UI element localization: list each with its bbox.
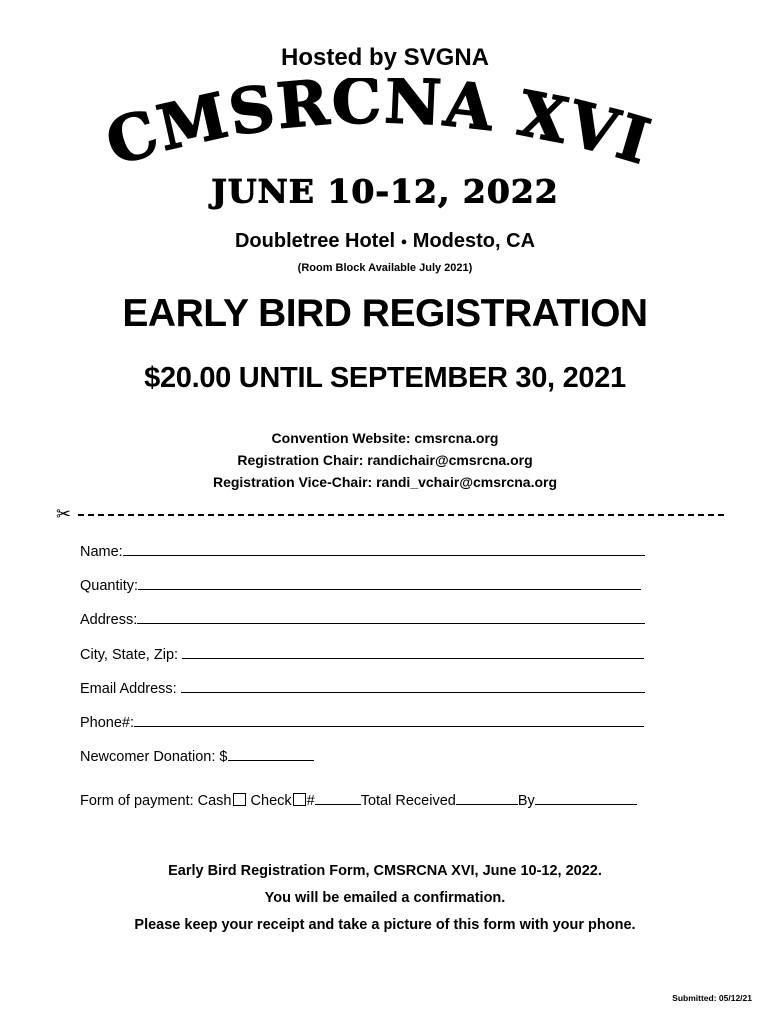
- name-field[interactable]: [80, 540, 645, 560]
- quantity-blank[interactable]: [138, 574, 641, 590]
- phone-field[interactable]: [80, 711, 644, 731]
- payment-label: Form of payment: Cash: [80, 793, 232, 809]
- footer-line-2: You will be emailed a confirmation.: [264, 890, 506, 906]
- payment-field: [80, 789, 637, 809]
- name-blank[interactable]: [123, 540, 645, 556]
- phone-label: Phone#:: [80, 715, 135, 731]
- website-line: Convention Website: cmsrcna.org: [271, 430, 499, 446]
- city-state-zip-field[interactable]: [80, 643, 644, 663]
- quantity-field[interactable]: [80, 574, 641, 594]
- event-dates: JUNE 10-12, 2022: [211, 172, 559, 211]
- footer-notes: [0, 858, 770, 939]
- check-label: Check: [250, 793, 292, 809]
- footer-line-1: Early Bird Registration Form, CMSRCNA XVI, June 10-12, 2022.: [168, 863, 602, 879]
- check-checkbox[interactable]: [293, 793, 306, 806]
- address-label: Address:: [80, 612, 138, 628]
- address-blank[interactable]: [137, 608, 645, 624]
- by-blank[interactable]: [535, 789, 637, 805]
- donation-field[interactable]: [80, 745, 314, 765]
- venue-line: [0, 230, 770, 253]
- total-received-label: Total Received: [360, 793, 456, 809]
- email-field[interactable]: [80, 677, 645, 697]
- hosted-by: Hosted by SVGNA: [280, 44, 490, 71]
- name-label: Name:: [80, 544, 123, 560]
- venue-city: Modesto, CA: [412, 230, 536, 252]
- phone-blank[interactable]: [134, 711, 644, 727]
- bullet-separator: ●: [400, 236, 408, 248]
- city-blank[interactable]: [182, 643, 644, 659]
- donation-blank[interactable]: [228, 745, 314, 761]
- cut-line: [56, 504, 724, 524]
- check-number-label: #: [306, 793, 315, 809]
- scissors-icon: ✂: [56, 504, 72, 524]
- event-title-text: CMSRCNA XVI: [97, 78, 660, 180]
- vice-chair-line: Registration Vice-Chair: randi_vchair@cmsrcna.org: [212, 474, 558, 490]
- address-field[interactable]: [80, 608, 645, 628]
- contact-info: [0, 427, 770, 493]
- email-label: Email Address:: [80, 681, 177, 697]
- donation-label: Newcomer Donation: $: [80, 749, 228, 765]
- early-bird-title: EARLY BIRD REGISTRATION: [122, 292, 648, 335]
- footer-line-3: Please keep your receipt and take a picture of this form with your phone.: [134, 917, 636, 933]
- cash-checkbox[interactable]: [233, 793, 246, 806]
- venue-hotel: Doubletree Hotel: [234, 230, 396, 252]
- check-number-blank[interactable]: [315, 789, 361, 805]
- submitted-date: Submitted: 05/12/21: [672, 993, 752, 1003]
- chair-line: Registration Chair: randichair@cmsrcna.org: [237, 452, 533, 468]
- city-label: City, State, Zip:: [80, 647, 179, 663]
- quantity-label: Quantity:: [80, 578, 139, 594]
- room-block-note: (Room Block Available July 2021): [297, 262, 473, 274]
- price-deadline: $20.00 UNTIL SEPTEMBER 30, 2021: [144, 362, 626, 394]
- svg-text:CMSRCNA XVI: [98, 78, 660, 180]
- by-label: By: [517, 793, 535, 809]
- email-blank[interactable]: [181, 677, 645, 693]
- dashed-divider: [78, 514, 724, 516]
- total-received-blank[interactable]: [456, 789, 518, 805]
